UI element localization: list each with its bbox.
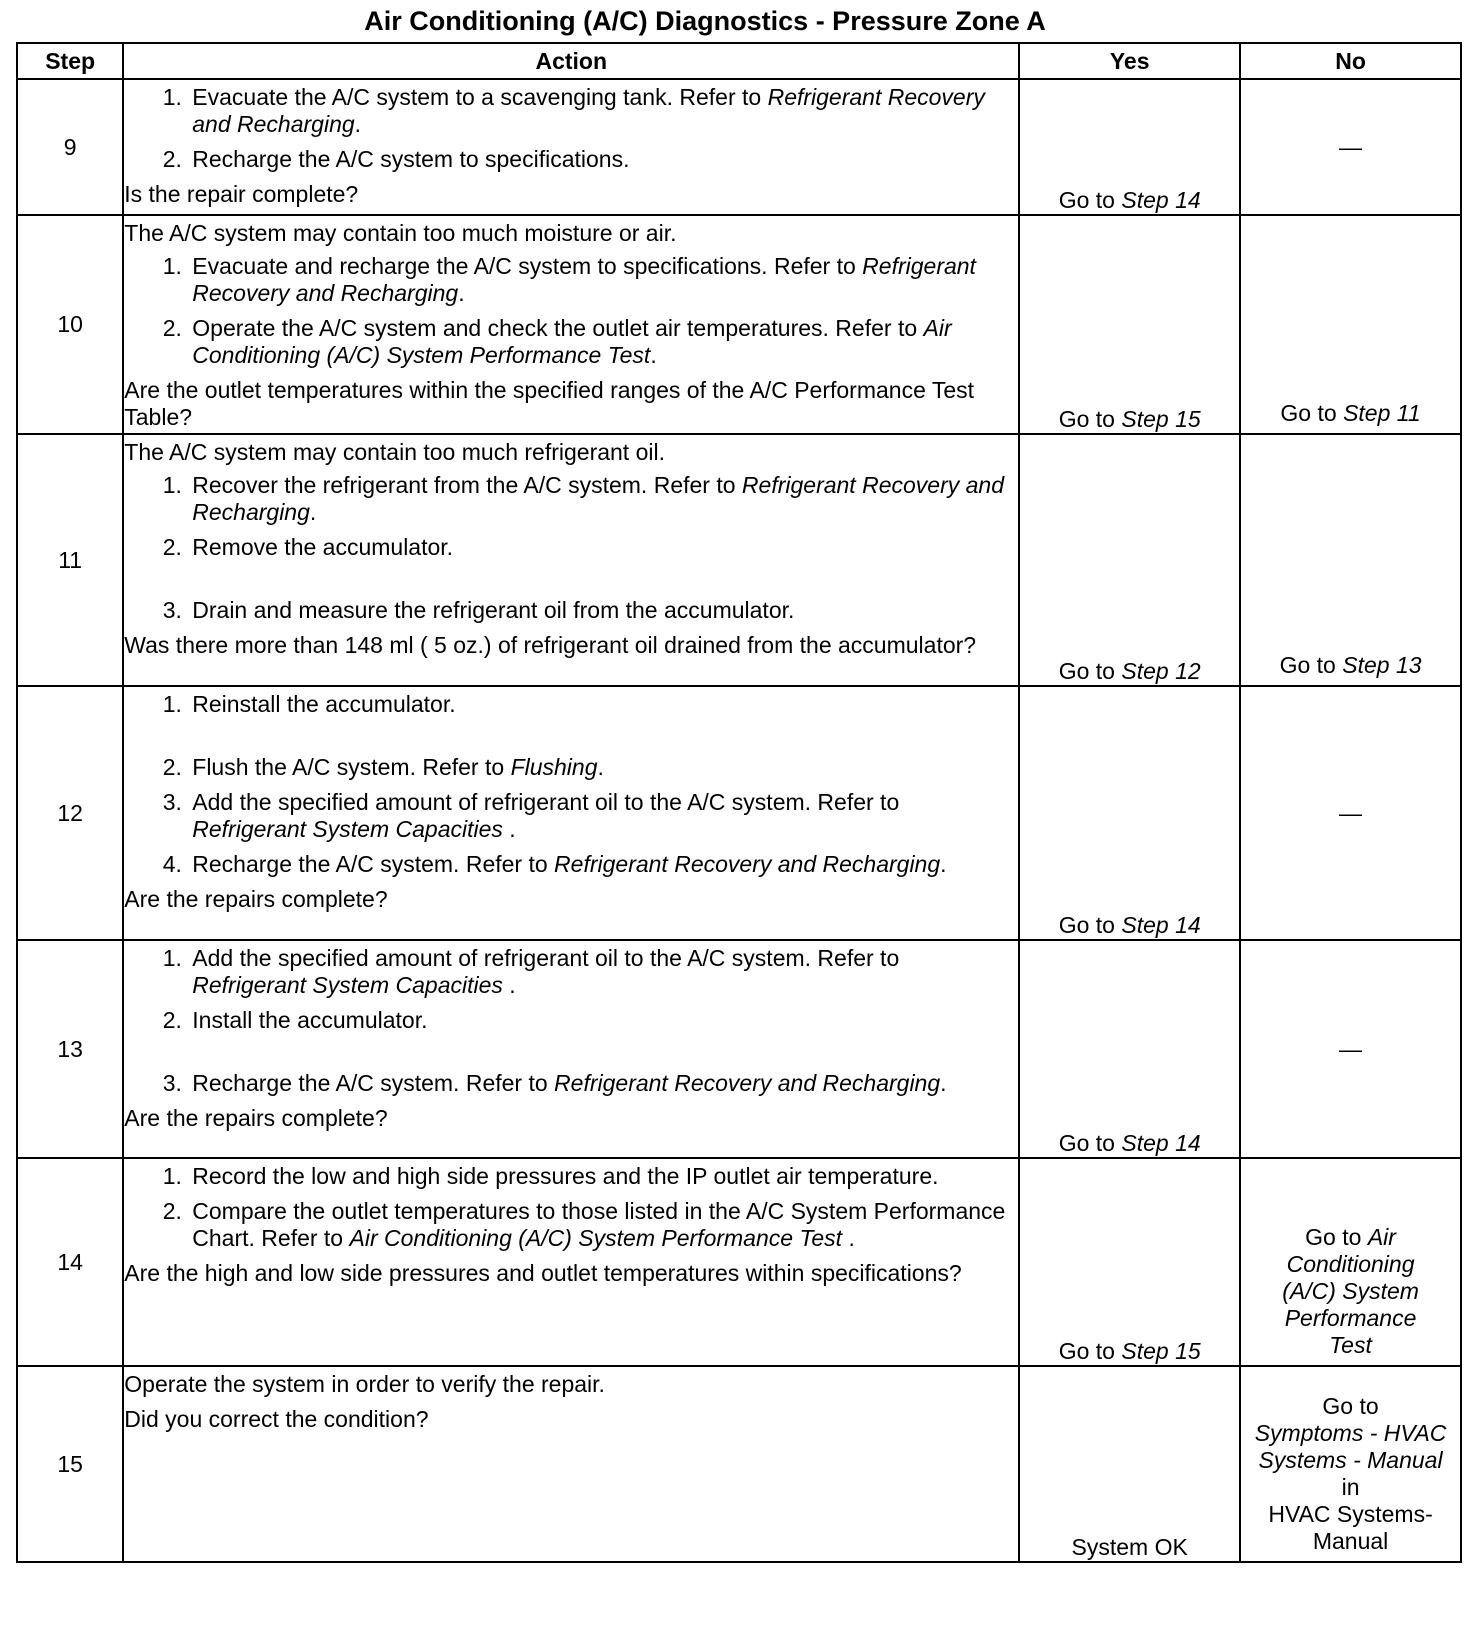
reference-link[interactable]: Refrigerant Recovery and Recharging [554,851,941,877]
list-item: 1. Record the low and high side pressures and the IP outlet air temperature. [188,1163,1018,1190]
list-item: 2. Remove the accumulator. [188,534,1018,561]
step-link[interactable]: Step 15 [1121,1338,1201,1364]
reference-link[interactable]: Air Conditioning (A/C) System Performance Test [349,1225,843,1251]
table-header-row [17,43,1461,79]
yes-cell: Go to Step 14 [1019,686,1240,940]
action-cell [123,1366,1019,1562]
question-text: Was there more than 148 ml ( 5 oz.) of refrigerant oil drained from the accumulator? [124,632,977,658]
list-item: 3. Drain and measure the refrigerant oil from the accumulator. [188,597,1018,624]
step-link[interactable]: Step 12 [1121,658,1201,684]
list-item: 4. Recharge the A/C system. Refer to Refrigerant Recovery and Recharging. [188,851,1018,878]
action-steps [124,253,1018,369]
column-header-action: Action [123,43,1019,79]
reference-link[interactable]: Symptoms - HVAC Systems - Manual [1254,1420,1447,1473]
reference-link[interactable]: Refrigerant System Capacities [192,972,503,998]
list-item: 2. Flush the A/C system. Refer to Flushing. [188,754,1018,781]
action-steps [124,472,1018,624]
step-number: 12 [17,686,123,940]
table-row [17,1366,1461,1562]
table-row [17,1158,1461,1366]
step-link[interactable]: Step 11 [1343,400,1421,426]
step-link[interactable]: Step 13 [1342,652,1422,678]
manual-name: HVAC Systems-Manual [1268,1501,1433,1554]
action-steps [124,1163,1018,1252]
list-item: 2. Recharge the A/C system to specifications. [188,146,1018,173]
list-item: 2. Operate the A/C system and check the outlet air temperatures. Refer to Air Conditioning (A/C) System Performance Test. [188,315,1018,369]
list-item: 3. Recharge the A/C system. Refer to Refrigerant Recovery and Recharging. [188,1070,1018,1097]
action-cell [123,940,1019,1158]
action-cell [123,215,1019,434]
action-cell [123,686,1019,940]
diagnostic-table [16,42,1462,1563]
table-row [17,79,1461,215]
table-row [17,215,1461,434]
question-text: Did you correct the condition? [124,1406,429,1432]
action-cell [123,1158,1019,1366]
reference-link[interactable]: Refrigerant Recovery and Recharging [554,1070,941,1096]
no-cell: Go to Air Conditioning (A/C) System Performance Test [1240,1158,1461,1366]
column-header-no: No [1240,43,1461,79]
list-item: 3. Add the specified amount of refrigerant oil to the A/C system. Refer to Refrigerant System Capacities . [188,789,1018,843]
intro-text: Operate the system in order to verify the repair. [124,1371,605,1397]
action-steps [124,84,1018,173]
step-link[interactable]: Step 14 [1121,187,1201,213]
table-row [17,940,1461,1158]
reference-link[interactable]: Refrigerant Recovery and Recharging [192,84,985,137]
question-text: Are the high and low side pressures and outlet temperatures within specifications? [124,1260,962,1286]
intro-text: The A/C system may contain too much moisture or air. [124,220,677,246]
list-item: 1. Evacuate and recharge the A/C system to specifications. Refer to Refrigerant Recovery and Recharging. [188,253,1018,307]
no-cell: Go to Symptoms - HVAC Systems - Manual in HVAC Systems-Manual [1240,1366,1461,1562]
step-number: 10 [17,215,123,434]
yes-cell: Go to Step 15 [1019,215,1240,434]
no-cell: Go to Step 13 [1240,434,1461,686]
yes-cell: Go to Step 14 [1019,940,1240,1158]
reference-link[interactable]: Refrigerant Recovery and Recharging [192,472,1004,525]
no-cell: — [1240,79,1461,215]
step-number: 13 [17,940,123,1158]
yes-cell: Go to Step 14 [1019,79,1240,215]
list-item: 1. Add the specified amount of refrigerant oil to the A/C system. Refer to Refrigerant System Capacities . [188,945,1018,999]
reference-link[interactable]: Refrigerant System Capacities [192,816,503,842]
action-cell [123,434,1019,686]
step-link[interactable]: Step 14 [1121,912,1201,938]
table-row [17,686,1461,940]
step-number: 15 [17,1366,123,1562]
no-cell: — [1240,686,1461,940]
column-header-yes: Yes [1019,43,1240,79]
action-steps [124,691,1018,878]
list-item: 1. Recover the refrigerant from the A/C system. Refer to Refrigerant Recovery and Recharging. [188,472,1018,526]
column-header-step: Step [17,43,123,79]
step-link[interactable]: Step 14 [1121,1130,1201,1156]
reference-link[interactable]: Refrigerant Recovery and Recharging [192,253,976,306]
yes-cell: Go to Step 12 [1019,434,1240,686]
question-text: Are the repairs complete? [124,1105,388,1131]
reference-link[interactable]: Air Conditioning (A/C) System Performance Test [192,315,952,368]
no-cell: — [1240,940,1461,1158]
intro-text: The A/C system may contain too much refrigerant oil. [124,439,665,465]
list-item: 2. Install the accumulator. [188,1007,1018,1034]
action-cell [123,79,1019,215]
no-cell: Go to Step 11 [1240,215,1461,434]
page-title: Air Conditioning (A/C) Diagnostics - Pressure Zone A [364,6,1046,36]
step-number: 9 [17,79,123,215]
yes-cell: System OK [1019,1366,1240,1562]
action-steps [124,945,1018,1097]
list-item: 2. Compare the outlet temperatures to those listed in the A/C System Performance Chart. Refer to Air Conditioning (A/C) System Performance Test . [188,1198,1018,1252]
table-row [17,434,1461,686]
step-number: 14 [17,1158,123,1366]
yes-cell: Go to Step 15 [1019,1158,1240,1366]
question-text: Is the repair complete? [124,181,359,207]
step-link[interactable]: Step 15 [1121,406,1201,432]
list-item: 1. Evacuate the A/C system to a scavenging tank. Refer to Refrigerant Recovery and Recharging. [188,84,1018,138]
reference-link[interactable]: Flushing [510,754,598,780]
question-text: Are the outlet temperatures within the specified ranges of the A/C Performance Test Table? [124,377,975,430]
question-text: Are the repairs complete? [124,886,388,912]
reference-link[interactable]: Air Conditioning (A/C) System Performance Test [1282,1224,1419,1358]
list-item: 1. Reinstall the accumulator. [188,691,1018,718]
step-number: 11 [17,434,123,686]
no-prefix: Go to [1322,1393,1379,1419]
